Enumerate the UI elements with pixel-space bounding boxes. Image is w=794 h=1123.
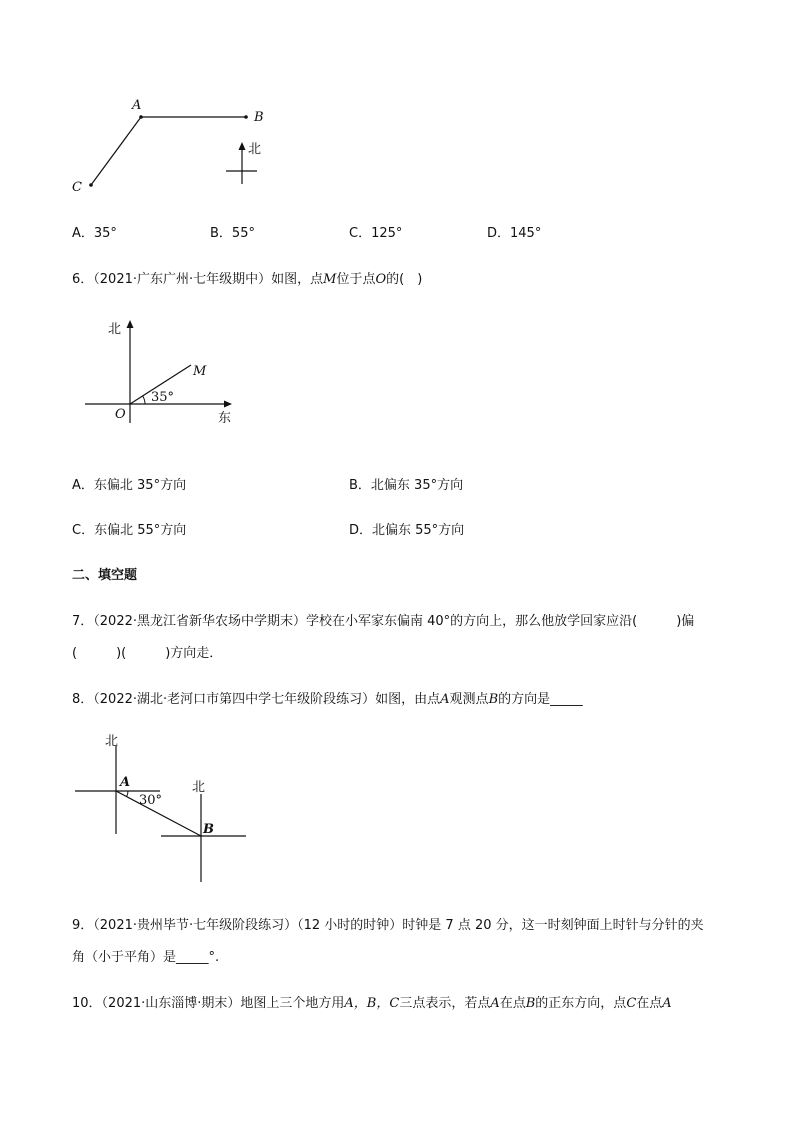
q5-option-c: C．125° [349, 226, 403, 241]
point-c [89, 183, 93, 187]
q6-option-d: D．北偏东 55°方向 [349, 523, 465, 538]
q10-text-3: 在点 [499, 996, 526, 1011]
q10-source: （2021·山东淄博·期末） [101, 996, 241, 1011]
q10-var-c: C [626, 996, 637, 1011]
q5-option-b: B．55° [210, 226, 255, 241]
north-label-b: 北 [192, 780, 206, 795]
q6-figure [80, 315, 260, 430]
q10-number: 10． [72, 996, 102, 1011]
label-c: C [72, 180, 82, 195]
label-o: O [115, 407, 126, 422]
q10-text-5: 在点 [636, 996, 663, 1011]
q8-text-2: 观测点 [449, 692, 489, 707]
angle-arc [127, 791, 128, 797]
q5-option-d: D．145° [487, 226, 542, 241]
label-a: A [120, 775, 131, 790]
q6-question [72, 268, 422, 287]
q10-text-4: 的正东方向，点 [535, 996, 627, 1011]
q5-option-a: A．35° [72, 226, 117, 241]
q8-source: （2022·湖北·老河口市第四中学七年级阶段练习） [93, 692, 376, 707]
q10-var-a: A [490, 996, 500, 1011]
q6-number: 6． [72, 272, 94, 287]
q10-text-1: 地图上三个地方用 [240, 996, 345, 1011]
q10-vars-abc: A，B，C [344, 996, 400, 1011]
label-b: B [203, 822, 214, 837]
label-m: M [193, 364, 207, 379]
north-label: 北 [108, 322, 122, 337]
q9-line-2: 角（小于平角）是_____°. [72, 950, 220, 965]
section-title: 二、填空题 [72, 568, 138, 583]
q6-text-1: 如图，点 [271, 272, 324, 287]
north-label: 北 [248, 142, 262, 157]
q6-text-3: 的( ) [386, 272, 423, 287]
north-arrow-icon [239, 142, 246, 150]
q10-question [72, 992, 672, 1011]
q6-option-a: A．东偏北 35°方向 [72, 478, 187, 493]
point-b [244, 115, 248, 119]
label-b: B [254, 110, 264, 125]
q8-text-1: 如图，由点 [375, 692, 441, 707]
q6-var-m: M [323, 272, 337, 287]
q9-line-1: 9．（2021·贵州毕节·七年级阶段练习）（12 小时的时钟）时钟是 7 点 20 分，这一时刻钟面上时针与分针的夹 [72, 918, 704, 933]
q10-var-b: B [525, 996, 536, 1011]
q10-var-a2: A [662, 996, 672, 1011]
label-a: A [132, 98, 142, 113]
east-label: 东 [218, 411, 232, 426]
q6-option-b: B．北偏东 35°方向 [349, 478, 464, 493]
q6-text-2: 位于点 [336, 272, 376, 287]
north-arrow-icon [127, 320, 134, 328]
q8-figure [70, 730, 260, 885]
q10-text-2: 三点表示，若点 [399, 996, 491, 1011]
q6-source: （2021·广东广州·七年级期中） [93, 272, 272, 287]
q8-var-b: B [488, 692, 499, 707]
angle-label: 30° [139, 793, 163, 808]
q8-number: 8． [72, 692, 94, 707]
q8-question [72, 688, 583, 707]
q7-line-2: ( )( )方向走． [72, 646, 223, 661]
q6-option-c: C．东偏北 55°方向 [72, 523, 187, 538]
point-a [139, 115, 143, 119]
q7-line-1: 7．（2022·黑龙江省新华农场中学期末）学校在小军家东偏南 40°的方向上，那么他放学回家应沿( )偏 [72, 614, 695, 629]
segment-ac [91, 117, 141, 185]
north-label-a: 北 [105, 734, 119, 749]
angle-arc [143, 396, 145, 404]
q6-var-o: O [375, 272, 387, 287]
q8-var-a: A [440, 692, 450, 707]
east-arrow-icon [224, 401, 232, 408]
angle-label: 35° [151, 390, 175, 405]
q8-text-3: 的方向是_____ [498, 692, 583, 707]
q5-figure [60, 95, 280, 205]
